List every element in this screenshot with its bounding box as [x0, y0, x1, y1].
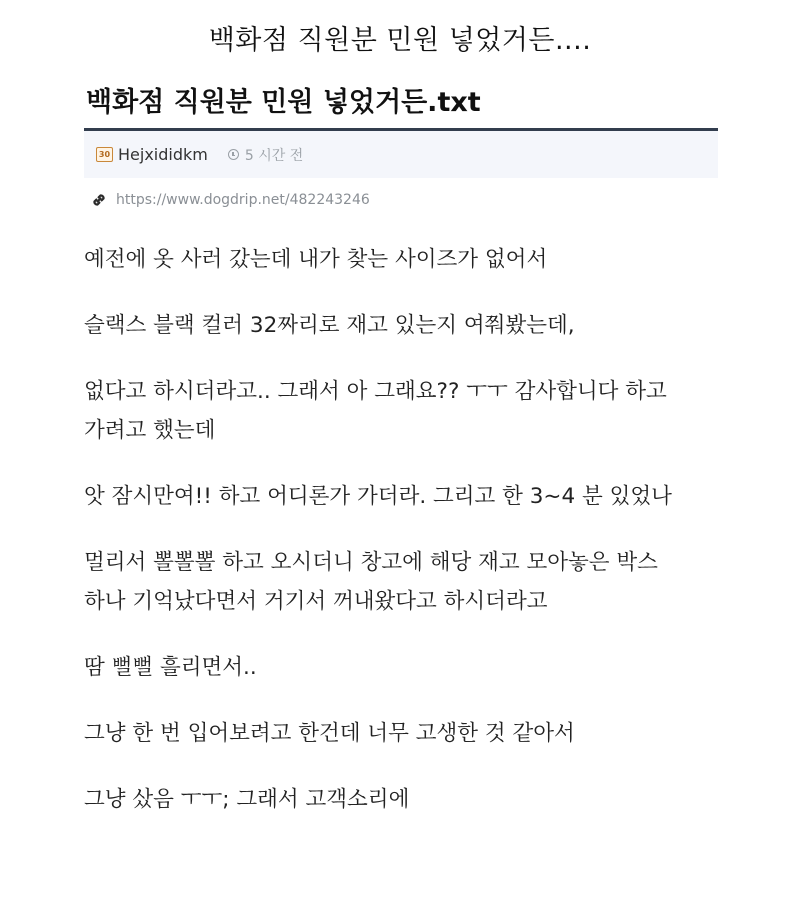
- body-paragraph: 하나 기억났다면서 거기서 꺼내왔다고 하시더라고: [84, 589, 548, 614]
- body-paragraph: 그냥 샀음 ㅜㅜ; 그래서 고객소리에: [84, 787, 410, 812]
- post-time: 5 시간 전: [244, 147, 304, 164]
- post-body: [84, 240, 724, 819]
- body-paragraph: 멀리서 뽈뽈뽈 하고 오시더니 창고에 해당 재고 모아놓은 박스: [84, 550, 658, 575]
- link-icon: [90, 191, 108, 209]
- caption-text: 백화점 직원분 민원 넣었거든....: [208, 25, 592, 56]
- post-url-row: [90, 188, 370, 212]
- body-paragraph: 예전에 옷 사러 갔는데 내가 찾는 사이즈가 없어서: [84, 247, 548, 272]
- author-name[interactable]: Hejxididkm: [118, 145, 208, 164]
- post-title[interactable]: 백화점 직원분 민원 넣었거든.txt: [86, 87, 481, 118]
- body-paragraph: 그냥 한 번 입어보려고 한건데 너무 고생한 것 같아서: [84, 721, 575, 746]
- body-paragraph: 땀 뻘뻘 흘리면서..: [84, 655, 257, 680]
- post-url-link[interactable]: https://www.dogdrip.net/482243246: [116, 192, 370, 208]
- body-paragraph: 슬랙스 블랙 컬러 32짜리로 재고 있는지 여쭤봤는데,: [84, 313, 575, 338]
- body-paragraph: 없다고 하시더라고.. 그래서 아 그래요?? ㅜㅜ 감사합니다 하고: [84, 379, 667, 404]
- body-paragraph: 가려고 했는데: [84, 418, 216, 443]
- user-level-icon: 30: [96, 147, 113, 162]
- body-paragraph: 앗 잠시만여!! 하고 어디론가 가더라. 그리고 한 3~4 분 있었나: [84, 484, 672, 509]
- clock-icon: [228, 149, 239, 160]
- post-meta-bar: [84, 131, 718, 178]
